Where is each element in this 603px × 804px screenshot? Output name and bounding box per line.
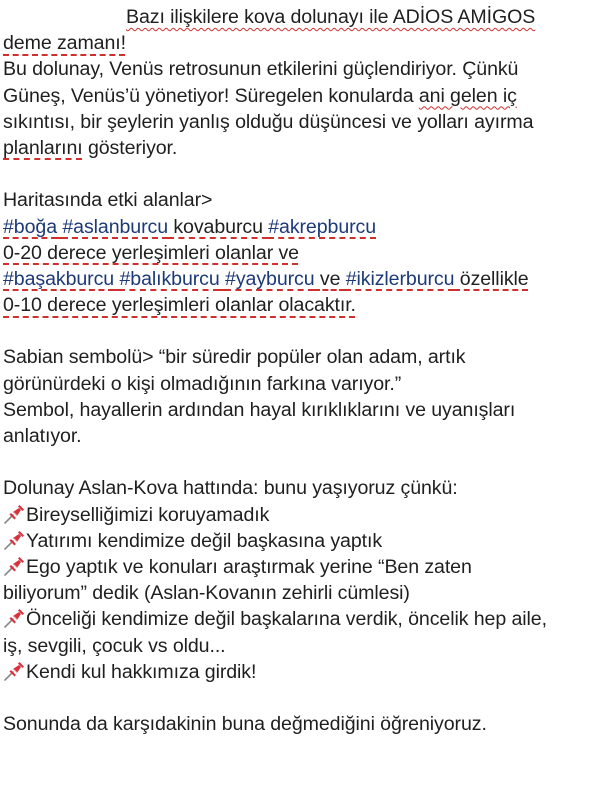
pushpin-icon (3, 556, 25, 576)
pushpin-icon (3, 661, 25, 681)
conclusion: Sonunda da karşıdakinin buna değmediğini öğreniyoruz. (3, 713, 487, 736)
hashtag-link[interactable]: #boğa (3, 215, 57, 238)
hashtag-line-2: #başakburcu #balıkburcu #yayburcu ve #ikizlerburcu özellikle (3, 267, 529, 290)
sabian-line-1: Sabian sembolü> “bir süredir popüler olan adam, artık (3, 346, 466, 369)
document-text (3, 4, 601, 737)
sabian-line-3: Sembol, hayallerin ardından hayal kırıklıklarını ve uyanışları (3, 398, 516, 421)
list-item-continuation: iş, sevgili, çocuk vs oldu... (3, 634, 226, 657)
intro-line-1: Bu dolunay, Venüs retrosunun etkilerini güçlendiriyor. Çünkü (3, 58, 519, 81)
haritasi-line-4: 0-10 derece yerleşimleri olanlar olacaktır. (3, 294, 356, 317)
list-item: Ego yaptık ve konuları araştırmak yerine “Ben zaten (3, 554, 601, 580)
sabian-line-2: görünürdeki o kişi olmadığının farkına varıyor.” (3, 372, 402, 395)
haritasi-heading: Haritasında etki alanlar> (3, 189, 213, 212)
list-item-continuation: biliyorum” dedik (Aslan-Kovanın zehirli cümlesi) (3, 582, 410, 605)
spacer (3, 449, 601, 475)
title-line-2: deme zamanı! (3, 32, 126, 55)
list-item: Yatırımı kendimize değil başkasına yaptık (3, 528, 601, 554)
pushpin-icon (3, 608, 25, 628)
hashtag-line-1: #boğa #aslanburcu kovaburcu #akrepburcu (3, 215, 377, 238)
hashtag-link[interactable]: #balıkburcu (119, 267, 220, 290)
pushpin-icon (3, 504, 25, 524)
hashtag-link[interactable]: #akrepburcu (268, 215, 377, 238)
intro-line-3: sıkıntısı, bir şeylerin yanlış olduğu düşüncesi ve yolları ayırma (3, 110, 534, 133)
haritasi-line-2: 0-20 derece yerleşimleri olanlar ve (3, 241, 299, 264)
list-item: Önceliği kendimize değil başkalarına verdik, öncelik hep aile, (3, 606, 601, 632)
pushpin-icon (3, 530, 25, 550)
spacer (3, 161, 601, 187)
spacer (3, 685, 601, 711)
list-item: Bireyselliğimizi koruyamadık (3, 502, 601, 528)
spacer (3, 318, 601, 344)
list-item: Kendi kul hakkımıza girdik! (3, 659, 601, 685)
intro-line-2: Güneş, Venüs’ü yönetiyor! Süregelen konularda ani gelen iç (3, 84, 517, 107)
intro-line-4: planlarını gösteriyor. (3, 136, 178, 159)
sabian-line-4: anlatıyor. (3, 425, 82, 447)
hashtag-link[interactable]: #başakburcu (3, 267, 115, 290)
dolunay-heading: Dolunay Aslan-Kova hattında: bunu yaşıyoruz çünkü: (3, 477, 458, 500)
title-line: Bazı ilişkilere kova dolunayı ile ADİOS AMİGOS (126, 6, 536, 28)
hashtag-link[interactable]: #ikizlerburcu (345, 267, 455, 290)
hashtag-link[interactable]: #aslanburcu (62, 215, 169, 238)
hashtag-link[interactable]: #yayburcu (225, 267, 315, 290)
